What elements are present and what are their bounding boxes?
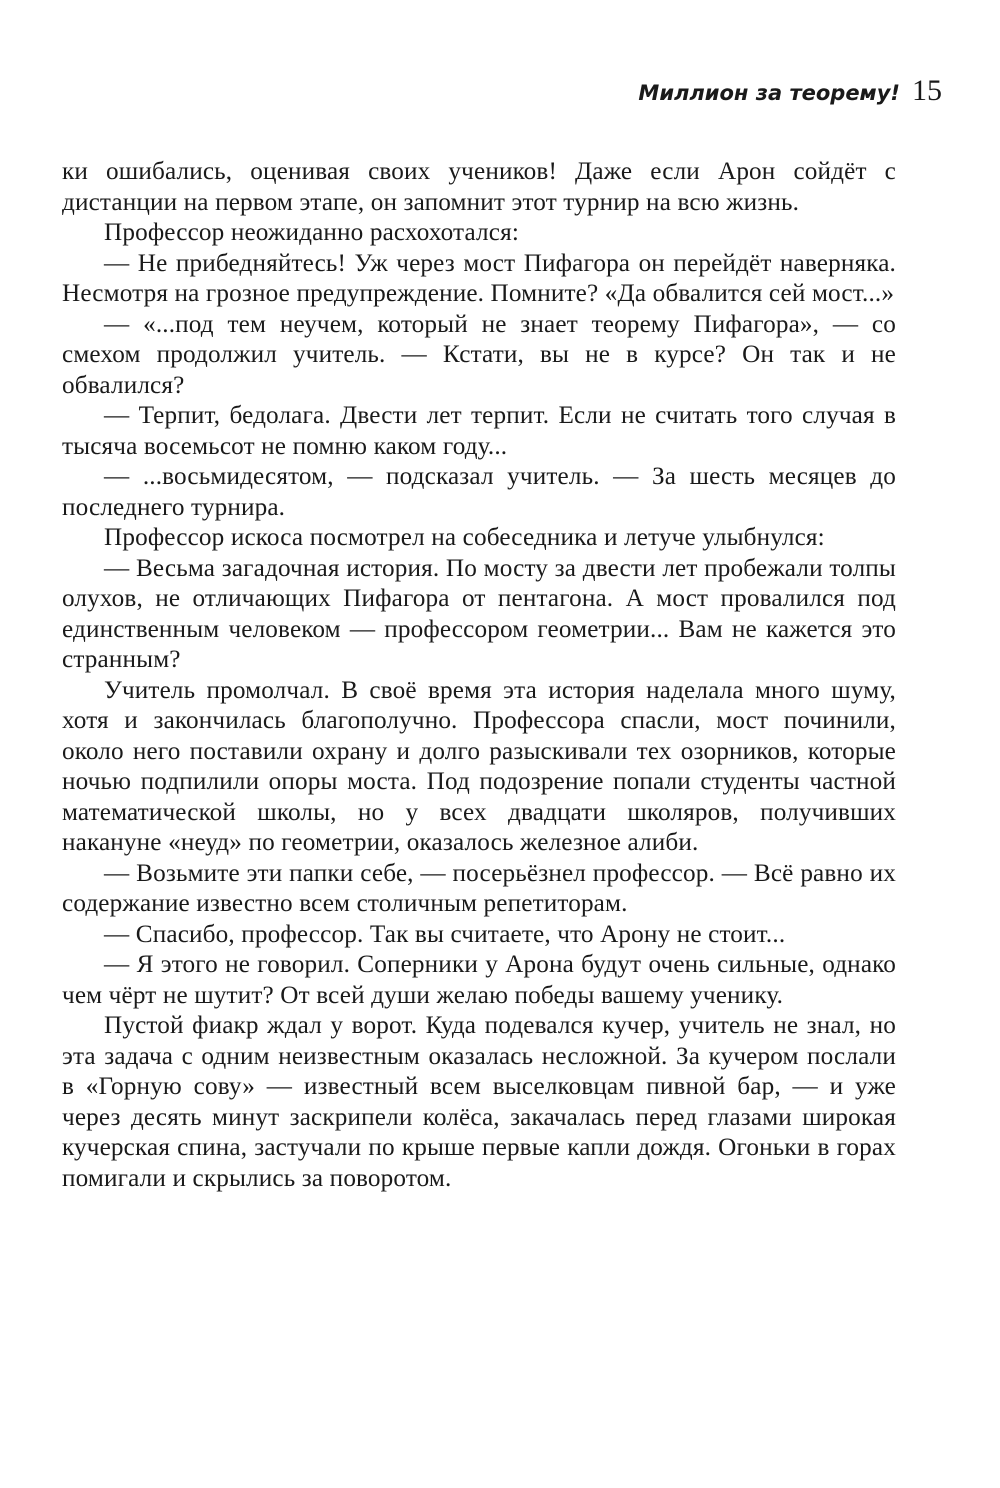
paragraph: — Возьмите эти папки себе, — посерьёзнел профессор. — Всё равно их содержание известно всем столичным репетиторам. bbox=[62, 859, 896, 917]
paragraph: Пустой фиакр ждал у ворот. Куда подевался кучер, учитель не знал, но эта задача с одним неизвестным оказалась несложной. За кучером послали в «Горную сову» — известный всем выселковцам пивной бар, — и уже через десять минут заскрипели колёса, закачалась перед глазами широкая кучерская спина, застучали по крыше первые капли дождя. Огоньки в горах помигали и скрылись за поворотом. bbox=[62, 1012, 896, 1192]
paragraph: Профессор неожиданно расхохотался: bbox=[104, 219, 519, 246]
paragraph: — ...восьмидесятом, — подсказал учитель. — За шесть месяцев до последнего турнира. bbox=[62, 463, 896, 521]
page-number: 15 bbox=[912, 74, 942, 107]
paragraph: Учитель промолчал. В своё время эта история наделала много шуму, хотя и закончилась благополучно. Профессора спасли, мост починили, около него поставили охрану и долго разыскивали тех озорников, которые ночью подпилили опоры моста. Под подозрение попали студенты частной математической школы, но у всех двадцати школяров, получивших накануне «неуд» по геометрии, оказалось железное алиби. bbox=[62, 676, 896, 856]
paragraph: — Весьма загадочная история. По мосту за двести лет пробежали толпы олухов, не отличающих Пифагора от пентагона. А мост провалился под единственным человеком — профессором геометрии... Вам не кажется это странным? bbox=[62, 554, 896, 673]
paragraph: — Не прибедняйтесь! Уж через мост Пифагора он перейдёт наверняка. Несмотря на грозное предупреждение. Помните? «Да обвалится сей мост...» bbox=[62, 249, 896, 307]
paragraph: ки ошибались, оценивая своих учеников! Даже если Арон сойдёт с дистанции на первом этапе, он запомнит этот турнир на всю жизнь. bbox=[62, 158, 896, 216]
paragraph: — «...под тем неучем, который не знает теорему Пифагора», — со смехом продолжил учитель. — Кстати, вы не в курсе? Он так и не обвалился? bbox=[62, 310, 896, 399]
paragraph: — Я этого не говорил. Соперники у Арона будут очень сильные, однако чем чёрт не шутит? От всей души желаю победы вашему ученику. bbox=[62, 951, 896, 1009]
running-head bbox=[638, 74, 942, 110]
running-title: Миллион за теорему! bbox=[638, 81, 900, 105]
body-text bbox=[62, 157, 896, 1194]
paragraph: — Терпит, бедолага. Двести лет терпит. Если не считать того случая в тысяча восемьсот не помню каком году... bbox=[62, 402, 896, 460]
paragraph: Профессор искоса посмотрел на собеседника и летуче улыбнулся: bbox=[104, 524, 825, 551]
paragraph: — Спасибо, профессор. Так вы считаете, что Арону не стоит... bbox=[104, 920, 786, 948]
